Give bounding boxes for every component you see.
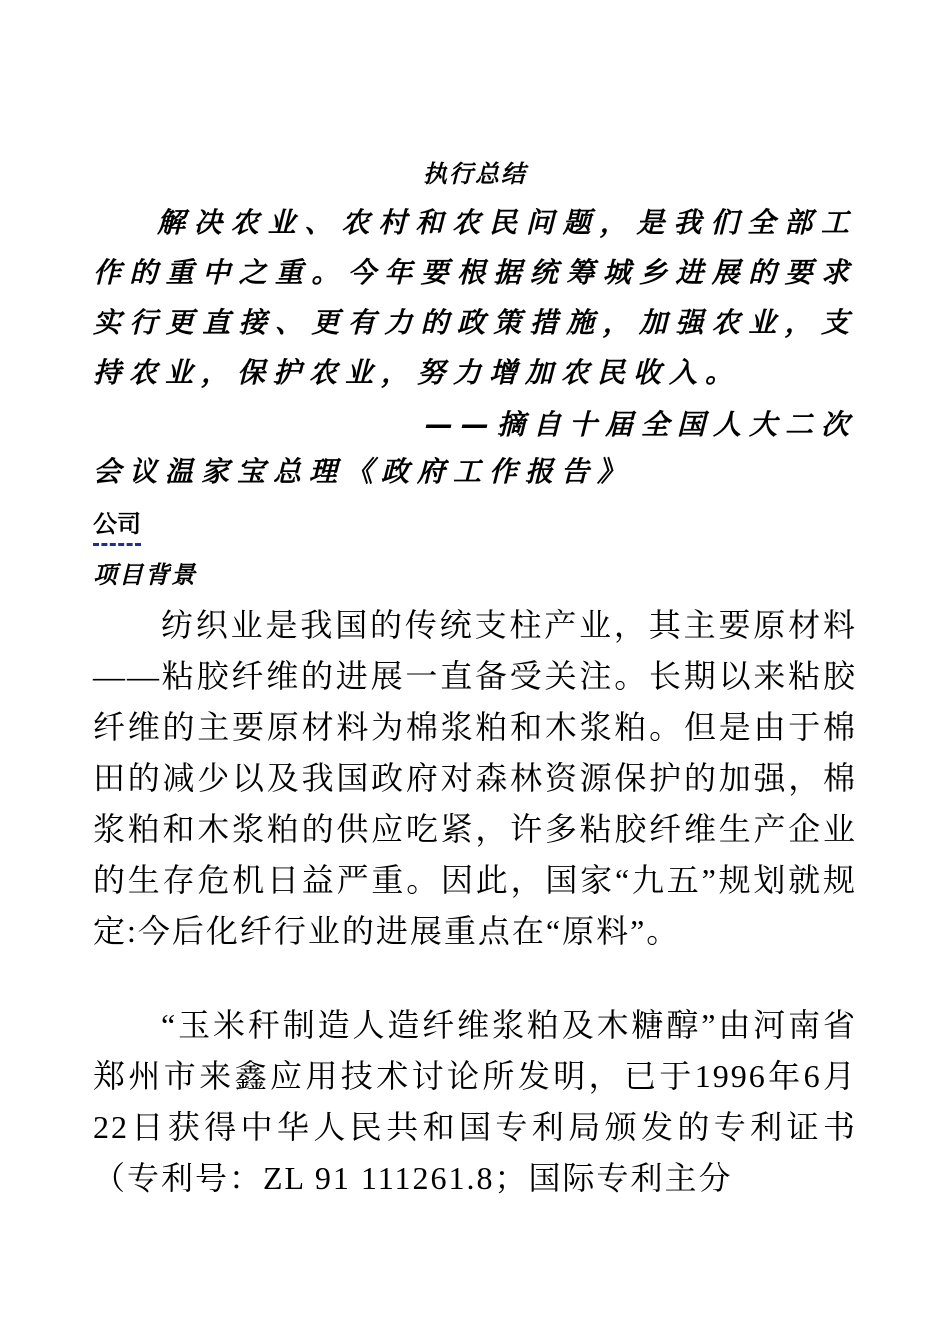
quote-attribution-line-2: 会议温家宝总理《政府工作报告》 [93, 455, 634, 488]
quote-paragraph: 解决农业、农村和农民问题，是我们全部工作的重中之重。今年要根据统筹城乡进展的要求实行更直接、更有力的政策措施，加强农业，支持农业，保护农业，努力增加农民收入。 [93, 206, 857, 389]
body-paragraph-1: 纺织业是我国的传统支柱产业，其主要原材料——粘胶纤维的进展一直备受关注。长期以来粘胶纤维的主要原材料为棉浆粕和木浆粕。但是由于棉田的减少以及我国政府对森林资源保护的加强，棉浆粕和木浆粕的供应吃紧，许多粘胶纤维生产企业的生存危机日益严重。因此，国家“九五”规划就规定:今后化纤行业的进展重点在“原料”。 [93, 607, 857, 949]
document-title: 执行总结 [423, 160, 527, 188]
quote-attribution-line-1: ——摘自十届全国人大二次 [424, 408, 857, 441]
company-heading: 公司 [93, 508, 141, 546]
section-title-project-background: 项目背景 [93, 561, 197, 589]
body-paragraph-2: “玉米秆制造人造纤维浆粕及木糖醇”由河南省郑州市来鑫应用技术讨论所发明，已于1996年6月22日获得中华人民共和国专利局颁发的专利证书（专利号：ZL 91 111261.8；国际专利主分 [93, 1007, 857, 1196]
